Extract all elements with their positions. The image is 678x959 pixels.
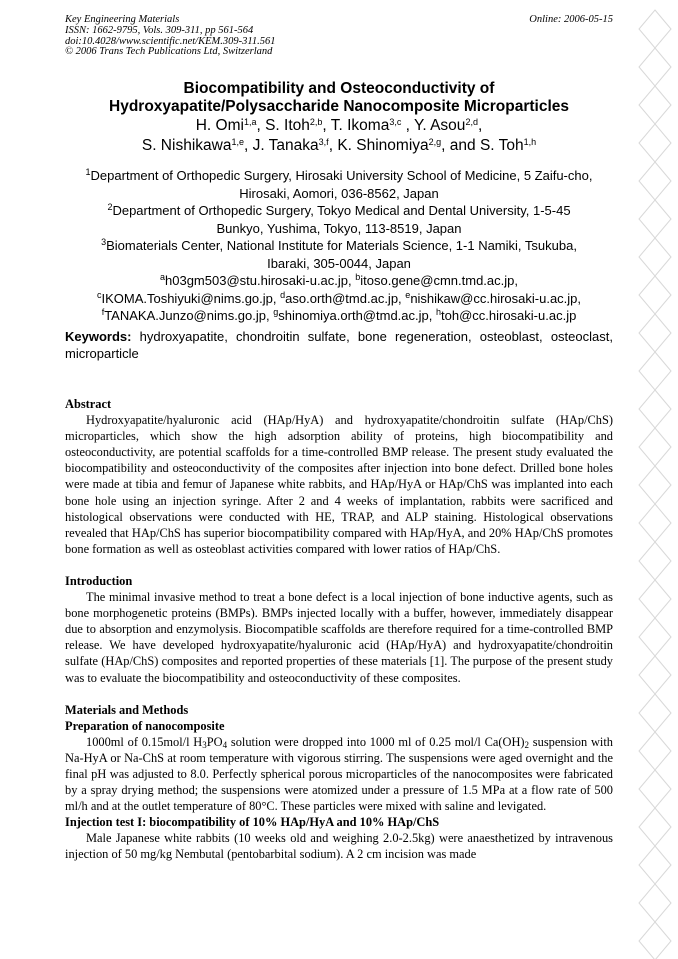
author: S. Toh <box>479 137 524 154</box>
author-sup: 2,d <box>465 117 478 127</box>
author-sup: 1,e <box>231 137 244 147</box>
title-line-1: Biocompatibility and Osteoconductivity of <box>183 80 495 97</box>
email-line <box>65 290 613 308</box>
email-sup: g <box>273 307 279 317</box>
email-sup: h <box>435 307 441 317</box>
affiliation: Department of Orthopedic Surgery, Hirosaki University School of Medicine, 5 Zaifu-cho, <box>90 168 593 183</box>
affiliation: Ibaraki, 305-0044, Japan <box>267 255 411 271</box>
affil-number: 3 <box>101 237 107 247</box>
email-sup: a <box>159 272 165 282</box>
author: S. Itoh <box>265 117 310 134</box>
online-date: Online: 2006-05-15 <box>529 14 613 25</box>
affiliation: Biomaterials Center, National Institute for Materials Science, 1-1 Namiki, Tsukuba, <box>106 238 577 253</box>
title-line-2: Hydroxyapatite/Polysaccharide Nanocomposite Microparticles <box>109 98 569 115</box>
author-sup: 1,a <box>243 117 257 127</box>
email-sup: d <box>280 289 286 300</box>
abstract-heading: Abstract <box>65 397 112 411</box>
email: toh@cc.hirosaki-u.ac.jp <box>441 308 577 323</box>
email: TANAKA.Junzo@nims.go.jp, <box>104 308 270 323</box>
methods-paragraph: 1000ml of 0.15mol/l $H_3PO_4$ solution were dropped into 1000 ml of 0.25 mol/l $Ca(OH)_2$ suspension with Na-HyA or Na-ChS at room temperature with vigorous stirring. The suspensions were aged overnight and the final pH was adjusted to 8.0. Perfectly spherical porous microparticles of the nanocomposites were fabricated by a spray drying method; the suspensions were atomized under a pressure of 1.5 MPa at a flow rate of 500 ml/h and at the outlet temperature of 80°C. These particles were mixed with saline and levigated. <box>65 734 613 814</box>
affiliations <box>65 167 613 325</box>
email: nishikaw@cc.hirosaki-u.ac.jp, <box>410 290 582 306</box>
email: IKOMA.Toshiyuki@nims.go.jp, <box>101 290 277 306</box>
email-sup: f <box>101 307 105 317</box>
author: T. Ikoma <box>330 117 390 134</box>
subsection-heading: Injection test I: biocompatibility of 10% HAp/HyA and 10% HAp/ChS <box>65 815 440 830</box>
email: shinomiya.orth@tmd.ac.jp, <box>278 308 433 323</box>
methods-heading: Materials and Methods <box>65 702 189 717</box>
email-line <box>65 272 613 290</box>
journal-name: Key Engineering Materials <box>65 14 180 25</box>
keywords-text: hydroxyapatite, chondroitin sulfate, bone regeneration, osteoblast, osteoclast, microparticle <box>65 329 613 361</box>
author-sup: 3,c <box>389 117 402 127</box>
author: Y. Asou <box>414 117 466 134</box>
email-line <box>65 307 613 325</box>
doi-line: doi:10.4028/www.scientific.net/KEM.309-311.561 <box>65 35 276 47</box>
watermark-pattern <box>633 0 678 959</box>
author: H. Omi <box>195 117 244 134</box>
author: J. Tanaka <box>252 137 319 154</box>
keywords <box>65 328 613 362</box>
email: itoso.gene@cmn.tmd.ac.jp, <box>360 273 518 288</box>
author: K. Shinomiya <box>337 137 429 154</box>
paper-title <box>65 80 613 116</box>
subsection-heading: Preparation of nanocomposite <box>65 718 225 733</box>
author-sup: 1,h <box>523 137 537 147</box>
author-sup: 3,f <box>318 137 329 147</box>
copyright-line: © 2006 Trans Tech Publications Ltd, Switzerland <box>65 46 273 58</box>
affiliation: Bunkyo, Yushima, Tokyo, 113-8519, Japan <box>216 220 462 236</box>
email-sup: e <box>405 289 411 300</box>
affiliation: Department of Orthopedic Surgery, Tokyo Medical and Dental University, 1-5-45 <box>112 203 571 218</box>
keywords-label: Keywords: <box>65 329 132 344</box>
email: aso.orth@tmd.ac.jp, <box>285 290 402 306</box>
abstract-text: Hydroxyapatite/hyaluronic acid (HAp/HyA) and hydroxyapatite/chondroitin sulfate (HAp/ChS) microparticles, which show the high adsorption ability of proteins, high biocompatibility and osteoconductivity, are potential scaffolds for a time-controlled BMP release. The present study evaluated the biocompatibility and osteoconductivity of the composites after injection into bone defect. Drilled bone holes were made at tibia and femur of Japanese white rabbits, and HAp/HyA or HAp/ChS was implanted into each bone hole using an injection syringe. After 2 and 4 weeks of implantation, rabbits were sacrificed and histological observations were conducted with HE, TRAP, and ALP staining. Histological observations revealed that HAp/ChS has superior biocompatibility compared with HAp/HyA, and 20% HAp/ChS promotes bone formation as well as osteoblast activities compared with lower ratios of HAp/ChS. <box>65 413 613 556</box>
journal-header <box>65 15 613 58</box>
introduction-heading: Introduction <box>65 573 133 588</box>
author-sup: 2,b <box>309 117 323 127</box>
issn-line: ISSN: 1662-9795, Vols. 309-311, pp 561-564 <box>65 24 254 36</box>
author: S. Nishikawa <box>141 137 232 154</box>
email-sup: b <box>355 272 361 282</box>
affil-number: 2 <box>107 202 113 212</box>
introduction-text: The minimal invasive method to treat a bone defect is a local injection of bone inductive agents, such as bone morphogenetic proteins (BMPs). BMPs injected locally with a buffer, however, immediately disappear due to absorption and enzymolysis. Biocompatible scaffolds are therefore required for a time-controlled BMP release. We have developed hydroxyapatite/hyaluronic acid (HAp/HyA) and hydroxyapatite/chondroitin sulfate (HAp/ChS) composites and reported properties of these materials [1]. The purpose of the present study was to evaluate the biocompatibility and osteoconductivity of these composites. <box>65 590 613 685</box>
author-list: H. Omi$^{1,a}$, S. Itoh$^{2,b}$, T. Ikoma$^{3,c}$ , Y. Asou$^{2,d}$, S. Nishikawa$^{1,e}$, J. Tanaka$^{3,f}$, K. Shinomiya$^{2,g}$, and S. Toh$^{1,h}$ <box>141 117 537 154</box>
author-sup: 2,g <box>428 137 442 147</box>
body-text <box>65 396 613 863</box>
methods-paragraph: Male Japanese white rabbits (10 weeks old and weighing 2.0-2.5kg) were anaesthetized by intravenous injection of 50 mg/kg Nembutal (pentobarbital sodium). A 2 cm incision was made <box>65 831 613 862</box>
affiliation: Hirosaki, Aomori, 036-8562, Japan <box>239 185 439 201</box>
email-sup: c <box>96 289 102 300</box>
affil-number: 1 <box>85 167 91 177</box>
email: h03gm503@stu.hirosaki-u.ac.jp, <box>165 273 352 288</box>
